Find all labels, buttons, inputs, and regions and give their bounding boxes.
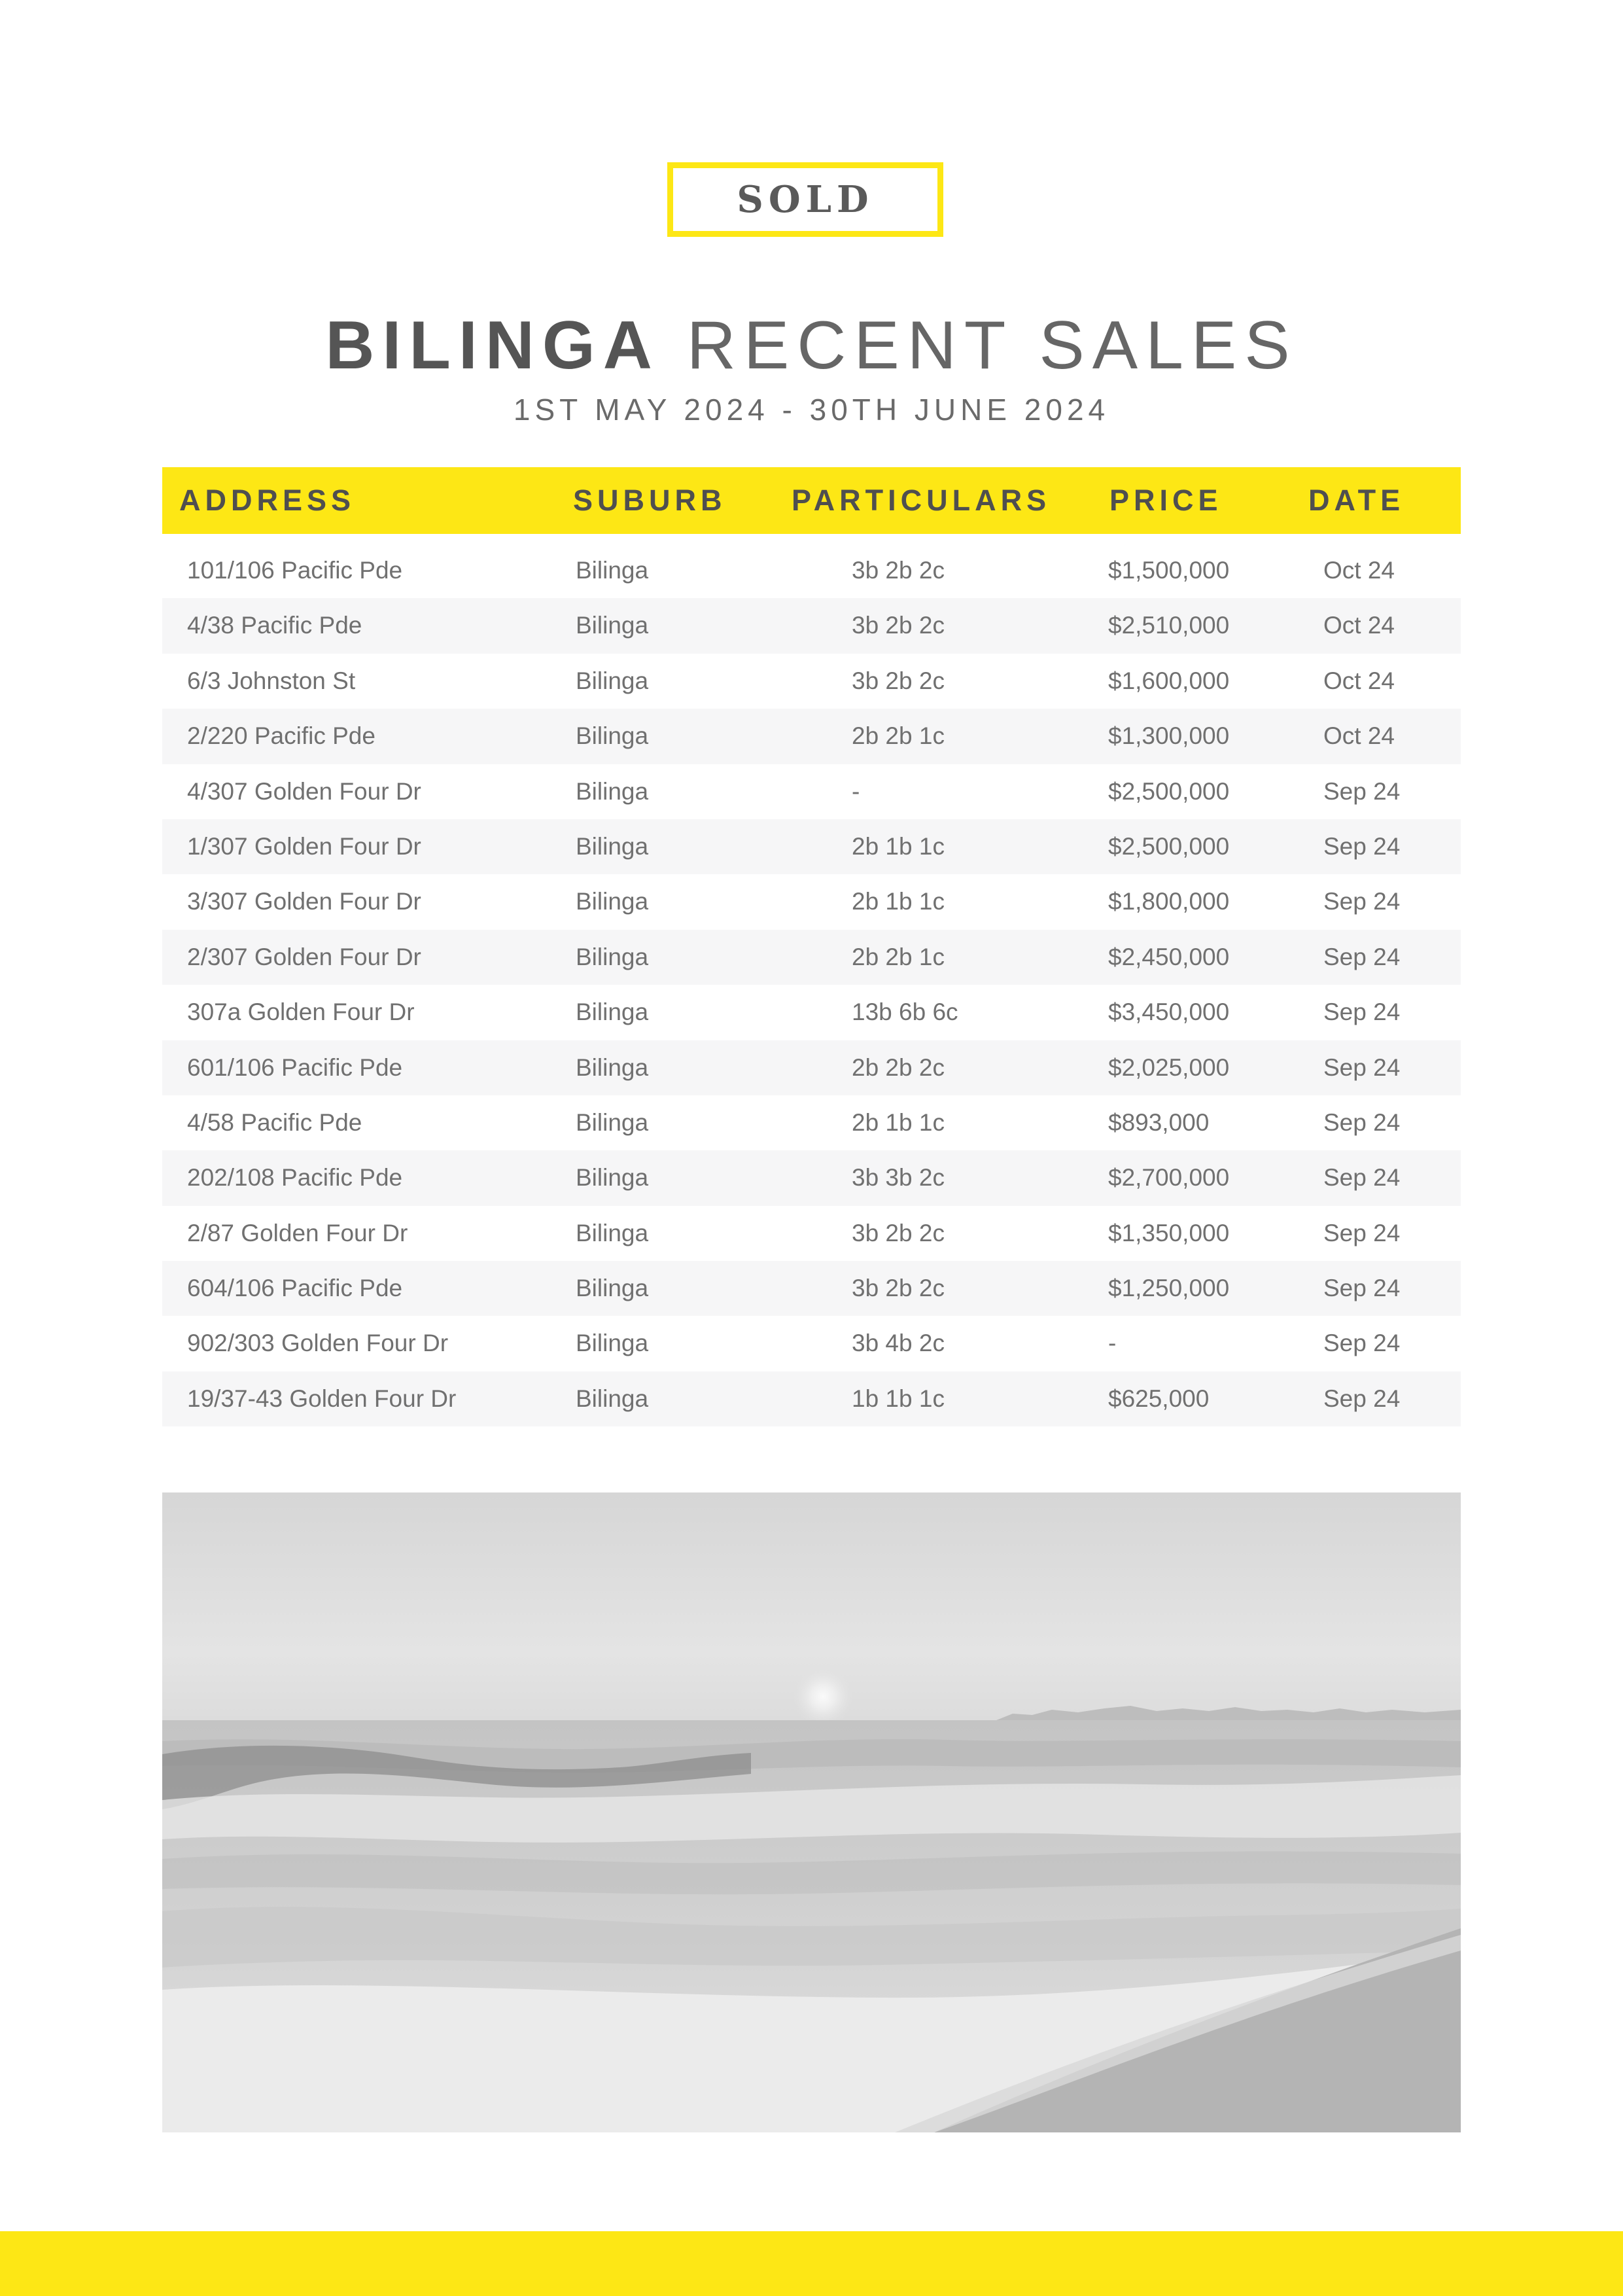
- cell-particulars: 2b 2b 2c: [852, 1053, 945, 1081]
- cell-address: 902/303 Golden Four Dr: [187, 1330, 449, 1357]
- cell-suburb: Bilinga: [576, 832, 649, 860]
- cell-address: 307a Golden Four Dr: [187, 998, 415, 1026]
- cell-suburb: Bilinga: [576, 888, 649, 915]
- cell-particulars: 3b 2b 2c: [852, 667, 945, 694]
- cell-date: Sep 24: [1323, 1385, 1401, 1412]
- cell-price: -: [1108, 1330, 1117, 1357]
- cell-date: Sep 24: [1323, 1330, 1401, 1357]
- cell-date: Sep 24: [1323, 1053, 1401, 1081]
- cell-price: $625,000: [1108, 1385, 1210, 1412]
- cell-date: Oct 24: [1323, 612, 1395, 639]
- cell-suburb: Bilinga: [576, 1275, 649, 1302]
- cell-address: 19/37-43 Golden Four Dr: [187, 1385, 457, 1412]
- cell-particulars: -: [852, 777, 860, 805]
- cell-particulars: 2b 1b 1c: [852, 888, 945, 915]
- header-suburb: SUBURB: [573, 484, 727, 517]
- table-row: [162, 1040, 1461, 1095]
- table-row: [162, 1261, 1461, 1316]
- cell-date: Sep 24: [1323, 832, 1401, 860]
- title-suburb: BILINGA: [325, 308, 660, 383]
- cell-address: 101/106 Pacific Pde: [187, 557, 403, 584]
- table-row: [162, 543, 1461, 598]
- cell-price: $2,025,000: [1108, 1053, 1230, 1081]
- cell-date: Sep 24: [1323, 1164, 1401, 1192]
- cell-address: 6/3 Johnston St: [187, 667, 356, 694]
- table-body: [162, 543, 1461, 1426]
- date-range: 1ST MAY 2024 - 30TH JUNE 2024: [513, 393, 1110, 427]
- cell-suburb: Bilinga: [576, 1053, 649, 1081]
- cell-price: $1,300,000: [1108, 722, 1230, 750]
- cell-price: $2,500,000: [1108, 777, 1230, 805]
- cell-date: Sep 24: [1323, 1219, 1401, 1246]
- cell-date: Sep 24: [1323, 943, 1401, 970]
- header-address: ADDRESS: [179, 484, 356, 517]
- table-row: [162, 654, 1461, 709]
- title-recent-sales: RECENT SALES: [686, 308, 1298, 383]
- cell-suburb: Bilinga: [576, 1164, 649, 1192]
- cell-suburb: Bilinga: [576, 557, 649, 584]
- table-row: [162, 985, 1461, 1040]
- cell-price: $1,600,000: [1108, 667, 1230, 694]
- cell-date: Oct 24: [1323, 557, 1395, 584]
- cell-particulars: 2b 2b 1c: [852, 943, 945, 970]
- cell-particulars: 3b 2b 2c: [852, 1219, 945, 1246]
- cell-particulars: 3b 3b 2c: [852, 1164, 945, 1192]
- cell-address: 3/307 Golden Four Dr: [187, 888, 421, 915]
- cell-suburb: Bilinga: [576, 777, 649, 805]
- cell-suburb: Bilinga: [576, 998, 649, 1026]
- table-row: [162, 819, 1461, 874]
- cell-date: Sep 24: [1323, 777, 1401, 805]
- table-row: [162, 1095, 1461, 1150]
- cell-suburb: Bilinga: [576, 1330, 649, 1357]
- table-row: [162, 709, 1461, 764]
- sold-badge: [667, 162, 943, 237]
- table-header: [162, 467, 1461, 534]
- cell-address: 202/108 Pacific Pde: [187, 1164, 403, 1192]
- cell-price: $3,450,000: [1108, 998, 1230, 1026]
- cell-price: $1,800,000: [1108, 888, 1230, 915]
- cell-address: 601/106 Pacific Pde: [187, 1053, 403, 1081]
- table-row: [162, 1316, 1461, 1371]
- table-row: [162, 874, 1461, 929]
- cell-date: Sep 24: [1323, 1275, 1401, 1302]
- cell-address: 4/307 Golden Four Dr: [187, 777, 421, 805]
- cell-address: 2/87 Golden Four Dr: [187, 1219, 408, 1246]
- sold-label: SOLD: [737, 178, 874, 221]
- footer-bar: [0, 2231, 1623, 2296]
- cell-address: 2/220 Pacific Pde: [187, 722, 375, 750]
- cell-price: $1,250,000: [1108, 1275, 1230, 1302]
- cell-price: $1,350,000: [1108, 1219, 1230, 1246]
- cell-date: Sep 24: [1323, 1108, 1401, 1136]
- sales-table: [162, 467, 1461, 1426]
- header-date: DATE: [1308, 484, 1405, 517]
- cell-suburb: Bilinga: [576, 667, 649, 694]
- cell-suburb: Bilinga: [576, 1385, 649, 1412]
- cell-suburb: Bilinga: [576, 612, 649, 639]
- header-particulars: PARTICULARS: [792, 484, 1051, 517]
- cell-particulars: 2b 1b 1c: [852, 1108, 945, 1136]
- cell-price: $2,510,000: [1108, 612, 1230, 639]
- cell-price: $1,500,000: [1108, 557, 1230, 584]
- cell-price: $2,500,000: [1108, 832, 1230, 860]
- page-title: [0, 306, 1623, 385]
- cell-particulars: 3b 4b 2c: [852, 1330, 945, 1357]
- table-row: [162, 930, 1461, 985]
- cell-particulars: 3b 2b 2c: [852, 1275, 945, 1302]
- table-row: [162, 1371, 1461, 1426]
- cell-price: $2,450,000: [1108, 943, 1230, 970]
- cell-particulars: 1b 1b 1c: [852, 1385, 945, 1412]
- cell-particulars: 13b 6b 6c: [852, 998, 958, 1026]
- cell-date: Sep 24: [1323, 888, 1401, 915]
- cell-suburb: Bilinga: [576, 1219, 649, 1246]
- cell-address: 1/307 Golden Four Dr: [187, 832, 421, 860]
- cell-address: 4/58 Pacific Pde: [187, 1108, 362, 1136]
- cell-address: 2/307 Golden Four Dr: [187, 943, 421, 970]
- table-row: [162, 1206, 1461, 1261]
- cell-price: $2,700,000: [1108, 1164, 1230, 1192]
- cell-particulars: 2b 2b 1c: [852, 722, 945, 750]
- beach-photo: [162, 1492, 1461, 2132]
- cell-suburb: Bilinga: [576, 943, 649, 970]
- header-price: PRICE: [1109, 484, 1223, 517]
- cell-price: $893,000: [1108, 1108, 1210, 1136]
- cell-address: 4/38 Pacific Pde: [187, 612, 362, 639]
- table-row: [162, 1150, 1461, 1205]
- table-row: [162, 764, 1461, 819]
- cell-particulars: 3b 2b 2c: [852, 557, 945, 584]
- cell-particulars: 3b 2b 2c: [852, 612, 945, 639]
- cell-suburb: Bilinga: [576, 1108, 649, 1136]
- cell-date: Oct 24: [1323, 667, 1395, 694]
- cell-date: Oct 24: [1323, 722, 1395, 750]
- cell-suburb: Bilinga: [576, 722, 649, 750]
- cell-date: Sep 24: [1323, 998, 1401, 1026]
- cell-address: 604/106 Pacific Pde: [187, 1275, 403, 1302]
- table-row: [162, 598, 1461, 653]
- cell-particulars: 2b 1b 1c: [852, 832, 945, 860]
